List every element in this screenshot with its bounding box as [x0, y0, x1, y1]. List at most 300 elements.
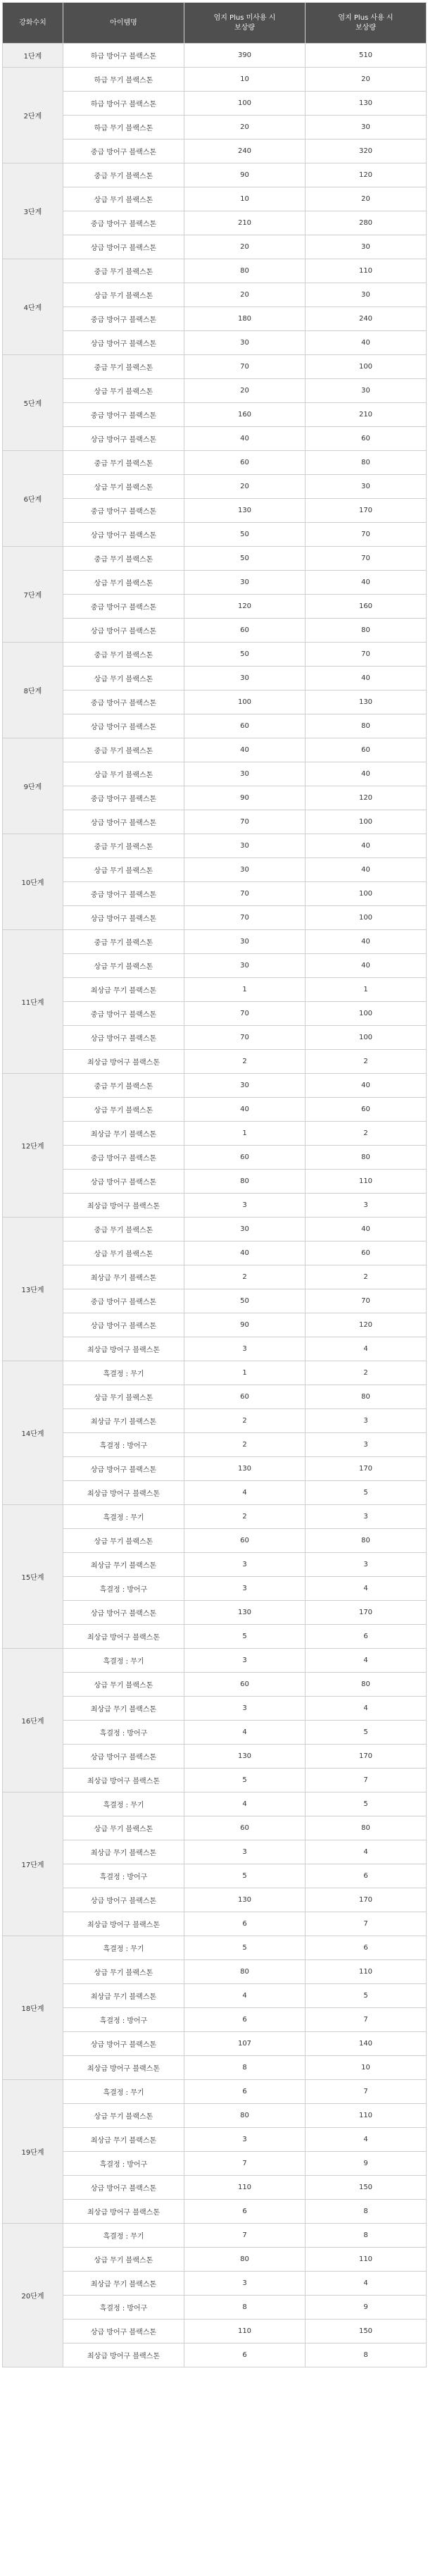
header-item-name: 아이템명 — [63, 3, 184, 44]
stage-cell: 15단계 — [3, 1505, 63, 1649]
reward-without-plus-cell: 390 — [184, 44, 306, 68]
item-name-cell: 최상급 무기 블랙스톤 — [63, 1984, 184, 2008]
reward-without-plus-cell: 1 — [184, 1122, 306, 1146]
item-name-cell: 상급 방어구 블랙스톤 — [63, 2032, 184, 2056]
item-name-cell: 상급 무기 블랙스톤 — [63, 954, 184, 978]
reward-without-plus-cell: 110 — [184, 2320, 306, 2343]
reward-with-plus-cell: 100 — [306, 1026, 427, 1050]
table-row — [3, 451, 427, 475]
reward-with-plus-cell: 80 — [306, 1673, 427, 1697]
table-row — [3, 68, 427, 92]
reward-with-plus-cell: 30 — [306, 475, 427, 499]
reward-with-plus-cell: 130 — [306, 691, 427, 714]
reward-without-plus-cell: 50 — [184, 643, 306, 667]
item-name-cell: 중급 방어구 블랙스톤 — [63, 403, 184, 427]
reward-with-plus-cell: 280 — [306, 211, 427, 235]
reward-with-plus-cell: 3 — [306, 1505, 427, 1529]
table-row — [3, 1170, 427, 1194]
item-name-cell: 상급 방어구 블랙스톤 — [63, 1026, 184, 1050]
item-name-cell: 상급 무기 블랙스톤 — [63, 1098, 184, 1122]
item-name-cell: 상급 무기 블랙스톤 — [63, 571, 184, 595]
reward-without-plus-cell: 20 — [184, 475, 306, 499]
stage-cell: 8단계 — [3, 643, 63, 738]
reward-without-plus-cell: 6 — [184, 2343, 306, 2367]
item-name-cell: 상급 무기 블랙스톤 — [63, 1529, 184, 1553]
item-name-cell: 상급 방어구 블랙스톤 — [63, 523, 184, 547]
reward-with-plus-cell: 170 — [306, 1601, 427, 1625]
reward-with-plus-cell: 20 — [306, 68, 427, 92]
header-stage: 강화수치 — [3, 3, 63, 44]
item-name-cell: 흑결정 : 무기 — [63, 1505, 184, 1529]
item-name-cell: 상급 방어구 블랙스톤 — [63, 1745, 184, 1769]
reward-with-plus-cell: 4 — [306, 1337, 427, 1361]
reward-without-plus-cell: 100 — [184, 691, 306, 714]
item-name-cell: 상급 무기 블랙스톤 — [63, 1385, 184, 1409]
reward-with-plus-cell: 40 — [306, 930, 427, 954]
reward-without-plus-cell: 20 — [184, 235, 306, 259]
reward-without-plus-cell: 60 — [184, 1385, 306, 1409]
table-row — [3, 1912, 427, 1936]
table-row — [3, 2343, 427, 2367]
item-name-cell: 중급 무기 블랙스톤 — [63, 643, 184, 667]
reward-without-plus-cell: 30 — [184, 954, 306, 978]
reward-with-plus-cell: 70 — [306, 547, 427, 571]
item-name-cell: 상급 방어구 블랙스톤 — [63, 714, 184, 738]
table-row — [3, 523, 427, 547]
stage-cell: 9단계 — [3, 738, 63, 834]
item-name-cell: 상급 무기 블랙스톤 — [63, 762, 184, 786]
item-name-cell: 최상급 방어구 블랙스톤 — [63, 1769, 184, 1792]
reward-without-plus-cell: 60 — [184, 1146, 306, 1170]
reward-without-plus-cell: 20 — [184, 379, 306, 403]
header-row — [3, 3, 427, 44]
reward-without-plus-cell: 10 — [184, 187, 306, 211]
reward-with-plus-cell: 5 — [306, 1984, 427, 2008]
item-name-cell: 상급 방어구 블랙스톤 — [63, 619, 184, 643]
reward-with-plus-cell: 5 — [306, 1481, 427, 1505]
table-row — [3, 427, 427, 451]
table-row — [3, 930, 427, 954]
reward-with-plus-cell: 40 — [306, 1218, 427, 1241]
header-without-plus: 엄지 Plus 미사용 시 보상량 — [184, 3, 306, 44]
table-row — [3, 858, 427, 882]
reward-with-plus-cell: 80 — [306, 714, 427, 738]
reward-with-plus-cell: 5 — [306, 1792, 427, 1816]
item-name-cell: 상급 방어구 블랙스톤 — [63, 331, 184, 355]
table-row — [3, 1265, 427, 1289]
reward-with-plus-cell: 60 — [306, 738, 427, 762]
table-row — [3, 163, 427, 187]
item-name-cell: 최상급 방어구 블랙스톤 — [63, 1481, 184, 1505]
reward-with-plus-cell: 70 — [306, 1289, 427, 1313]
item-name-cell: 상급 무기 블랙스톤 — [63, 187, 184, 211]
reward-without-plus-cell: 2 — [184, 1433, 306, 1457]
item-name-cell: 최상급 방어구 블랙스톤 — [63, 2343, 184, 2367]
reward-without-plus-cell: 2 — [184, 1409, 306, 1433]
table-row — [3, 882, 427, 906]
table-row — [3, 2152, 427, 2176]
reward-without-plus-cell: 130 — [184, 1888, 306, 1912]
item-name-cell: 최상급 무기 블랙스톤 — [63, 1697, 184, 1721]
table-row — [3, 1816, 427, 1840]
reward-without-plus-cell: 10 — [184, 68, 306, 92]
reward-with-plus-cell: 150 — [306, 2320, 427, 2343]
item-name-cell: 최상급 방어구 블랙스톤 — [63, 1194, 184, 1218]
item-name-cell: 흑결정 : 방어구 — [63, 2008, 184, 2032]
reward-without-plus-cell: 100 — [184, 92, 306, 116]
reward-with-plus-cell: 9 — [306, 2296, 427, 2320]
item-name-cell: 중급 무기 블랙스톤 — [63, 1074, 184, 1098]
item-name-cell: 상급 방어구 블랙스톤 — [63, 1601, 184, 1625]
item-name-cell: 상급 방어구 블랙스톤 — [63, 2176, 184, 2200]
item-name-cell: 최상급 무기 블랙스톤 — [63, 2128, 184, 2152]
reward-with-plus-cell: 170 — [306, 499, 427, 523]
reward-table-container — [2, 2, 426, 2367]
reward-without-plus-cell: 6 — [184, 2008, 306, 2032]
table-row — [3, 475, 427, 499]
reward-without-plus-cell: 3 — [184, 1337, 306, 1361]
table-row — [3, 2080, 427, 2104]
reward-without-plus-cell: 130 — [184, 499, 306, 523]
table-row — [3, 331, 427, 355]
table-row — [3, 1769, 427, 1792]
reward-with-plus-cell: 160 — [306, 595, 427, 619]
table-row — [3, 1050, 427, 1074]
reward-without-plus-cell: 210 — [184, 211, 306, 235]
reward-without-plus-cell: 5 — [184, 1936, 306, 1960]
table-row — [3, 1313, 427, 1337]
reward-with-plus-cell: 30 — [306, 379, 427, 403]
reward-without-plus-cell: 2 — [184, 1265, 306, 1289]
table-row — [3, 2008, 427, 2032]
reward-with-plus-cell: 100 — [306, 355, 427, 379]
item-name-cell: 최상급 방어구 블랙스톤 — [63, 2056, 184, 2080]
stage-cell: 12단계 — [3, 1074, 63, 1218]
table-row — [3, 1601, 427, 1625]
reward-with-plus-cell: 7 — [306, 2008, 427, 2032]
reward-with-plus-cell: 210 — [306, 403, 427, 427]
reward-with-plus-cell: 4 — [306, 1840, 427, 1864]
table-row — [3, 2032, 427, 2056]
reward-without-plus-cell: 40 — [184, 738, 306, 762]
reward-with-plus-cell: 150 — [306, 2176, 427, 2200]
reward-with-plus-cell: 40 — [306, 331, 427, 355]
table-row — [3, 786, 427, 810]
table-row — [3, 1960, 427, 1984]
reward-with-plus-cell: 80 — [306, 1816, 427, 1840]
reward-with-plus-cell: 6 — [306, 1864, 427, 1888]
reward-with-plus-cell: 20 — [306, 187, 427, 211]
table-row — [3, 1122, 427, 1146]
reward-without-plus-cell: 4 — [184, 1792, 306, 1816]
reward-with-plus-cell: 60 — [306, 427, 427, 451]
reward-without-plus-cell: 8 — [184, 2056, 306, 2080]
item-name-cell: 상급 무기 블랙스톤 — [63, 283, 184, 307]
table-row — [3, 762, 427, 786]
item-name-cell: 흑결정 : 무기 — [63, 1649, 184, 1673]
reward-with-plus-cell: 4 — [306, 1697, 427, 1721]
item-name-cell: 최상급 무기 블랙스톤 — [63, 1122, 184, 1146]
table-row — [3, 1361, 427, 1385]
reward-with-plus-cell: 120 — [306, 163, 427, 187]
reward-with-plus-cell: 80 — [306, 619, 427, 643]
header-with-plus: 엄지 Plus 사용 시 보상량 — [306, 3, 427, 44]
item-name-cell: 하급 방어구 블랙스톤 — [63, 44, 184, 68]
table-row — [3, 906, 427, 930]
reward-without-plus-cell: 70 — [184, 810, 306, 834]
stage-cell: 5단계 — [3, 355, 63, 451]
reward-without-plus-cell: 90 — [184, 1313, 306, 1337]
table-row — [3, 1481, 427, 1505]
stage-cell: 6단계 — [3, 451, 63, 547]
item-name-cell: 최상급 방어구 블랙스톤 — [63, 1625, 184, 1649]
reward-with-plus-cell: 110 — [306, 2104, 427, 2128]
reward-with-plus-cell: 60 — [306, 1241, 427, 1265]
table-row — [3, 595, 427, 619]
reward-with-plus-cell: 60 — [306, 1098, 427, 1122]
reward-with-plus-cell: 7 — [306, 1769, 427, 1792]
reward-without-plus-cell: 1 — [184, 1361, 306, 1385]
reward-without-plus-cell: 30 — [184, 331, 306, 355]
item-name-cell: 중급 무기 블랙스톤 — [63, 738, 184, 762]
item-name-cell: 중급 방어구 블랙스톤 — [63, 1289, 184, 1313]
reward-without-plus-cell: 50 — [184, 523, 306, 547]
table-row — [3, 1673, 427, 1697]
table-row — [3, 1529, 427, 1553]
reward-with-plus-cell: 110 — [306, 1960, 427, 1984]
reward-without-plus-cell: 30 — [184, 667, 306, 691]
item-name-cell: 중급 방어구 블랙스톤 — [63, 595, 184, 619]
reward-with-plus-cell: 2 — [306, 1265, 427, 1289]
table-row — [3, 1289, 427, 1313]
reward-with-plus-cell: 110 — [306, 2248, 427, 2272]
table-row — [3, 2248, 427, 2272]
reward-without-plus-cell: 30 — [184, 930, 306, 954]
table-row — [3, 1218, 427, 1241]
reward-without-plus-cell: 30 — [184, 762, 306, 786]
table-row — [3, 2104, 427, 2128]
table-row — [3, 259, 427, 283]
reward-without-plus-cell: 7 — [184, 2224, 306, 2248]
reward-without-plus-cell: 110 — [184, 2176, 306, 2200]
reward-without-plus-cell: 2 — [184, 1505, 306, 1529]
reward-with-plus-cell: 170 — [306, 1745, 427, 1769]
item-name-cell: 흑결정 : 방어구 — [63, 1864, 184, 1888]
enhancement-reward-table — [2, 2, 427, 2367]
item-name-cell: 상급 무기 블랙스톤 — [63, 2248, 184, 2272]
reward-without-plus-cell: 3 — [184, 2272, 306, 2296]
reward-without-plus-cell: 5 — [184, 1625, 306, 1649]
table-row — [3, 691, 427, 714]
reward-with-plus-cell: 100 — [306, 810, 427, 834]
stage-cell: 4단계 — [3, 259, 63, 355]
item-name-cell: 최상급 무기 블랙스톤 — [63, 1265, 184, 1289]
reward-without-plus-cell: 40 — [184, 1241, 306, 1265]
table-row — [3, 2296, 427, 2320]
item-name-cell: 최상급 방어구 블랙스톤 — [63, 2200, 184, 2224]
reward-without-plus-cell: 90 — [184, 163, 306, 187]
stage-cell: 1단계 — [3, 44, 63, 68]
reward-without-plus-cell: 130 — [184, 1745, 306, 1769]
reward-without-plus-cell: 107 — [184, 2032, 306, 2056]
item-name-cell: 상급 방어구 블랙스톤 — [63, 810, 184, 834]
item-name-cell: 흑결정 : 방어구 — [63, 2296, 184, 2320]
table-row — [3, 954, 427, 978]
item-name-cell: 최상급 무기 블랙스톤 — [63, 1553, 184, 1577]
table-row — [3, 1194, 427, 1218]
reward-with-plus-cell: 30 — [306, 116, 427, 140]
table-row — [3, 355, 427, 379]
table-row — [3, 499, 427, 523]
table-row — [3, 1864, 427, 1888]
reward-without-plus-cell: 30 — [184, 858, 306, 882]
item-name-cell: 최상급 방어구 블랙스톤 — [63, 1050, 184, 1074]
reward-without-plus-cell: 80 — [184, 1170, 306, 1194]
reward-without-plus-cell: 70 — [184, 906, 306, 930]
reward-without-plus-cell: 60 — [184, 1816, 306, 1840]
reward-without-plus-cell: 6 — [184, 1912, 306, 1936]
item-name-cell: 흑결정 : 무기 — [63, 1936, 184, 1960]
reward-without-plus-cell: 30 — [184, 1074, 306, 1098]
table-row — [3, 2200, 427, 2224]
reward-with-plus-cell: 4 — [306, 1649, 427, 1673]
table-row — [3, 738, 427, 762]
item-name-cell: 상급 무기 블랙스톤 — [63, 475, 184, 499]
reward-with-plus-cell: 2 — [306, 1361, 427, 1385]
table-row — [3, 1984, 427, 2008]
item-name-cell: 중급 방어구 블랙스톤 — [63, 499, 184, 523]
table-row — [3, 1457, 427, 1481]
item-name-cell: 중급 방어구 블랙스톤 — [63, 307, 184, 331]
reward-with-plus-cell: 40 — [306, 954, 427, 978]
reward-with-plus-cell: 7 — [306, 2080, 427, 2104]
item-name-cell: 중급 방어구 블랙스톤 — [63, 1146, 184, 1170]
reward-without-plus-cell: 3 — [184, 1194, 306, 1218]
table-row — [3, 403, 427, 427]
item-name-cell: 상급 무기 블랙스톤 — [63, 2104, 184, 2128]
item-name-cell: 상급 방어구 블랙스톤 — [63, 427, 184, 451]
reward-without-plus-cell: 6 — [184, 2200, 306, 2224]
reward-without-plus-cell: 80 — [184, 2104, 306, 2128]
item-name-cell: 흑결정 : 무기 — [63, 2080, 184, 2104]
table-row — [3, 834, 427, 858]
reward-with-plus-cell: 9 — [306, 2152, 427, 2176]
reward-without-plus-cell: 3 — [184, 2128, 306, 2152]
item-name-cell: 중급 무기 블랙스톤 — [63, 451, 184, 475]
table-row — [3, 140, 427, 163]
item-name-cell: 최상급 방어구 블랙스톤 — [63, 1912, 184, 1936]
reward-with-plus-cell: 40 — [306, 571, 427, 595]
reward-with-plus-cell: 30 — [306, 235, 427, 259]
reward-with-plus-cell: 100 — [306, 1002, 427, 1026]
table-row — [3, 810, 427, 834]
item-name-cell: 상급 방어구 블랙스톤 — [63, 1457, 184, 1481]
reward-with-plus-cell: 140 — [306, 2032, 427, 2056]
item-name-cell: 최상급 무기 블랙스톤 — [63, 978, 184, 1002]
reward-without-plus-cell: 4 — [184, 1481, 306, 1505]
table-row — [3, 1241, 427, 1265]
item-name-cell: 흑결정 : 방어구 — [63, 1433, 184, 1457]
item-name-cell: 상급 방어구 블랙스톤 — [63, 1888, 184, 1912]
reward-with-plus-cell: 80 — [306, 1385, 427, 1409]
item-name-cell: 중급 무기 블랙스톤 — [63, 1218, 184, 1241]
reward-without-plus-cell: 5 — [184, 1864, 306, 1888]
reward-with-plus-cell: 70 — [306, 643, 427, 667]
reward-with-plus-cell: 40 — [306, 834, 427, 858]
stage-cell: 18단계 — [3, 1936, 63, 2080]
reward-without-plus-cell: 80 — [184, 2248, 306, 2272]
item-name-cell: 상급 무기 블랙스톤 — [63, 1816, 184, 1840]
stage-cell: 10단계 — [3, 834, 63, 930]
table-row — [3, 283, 427, 307]
item-name-cell: 상급 무기 블랙스톤 — [63, 379, 184, 403]
reward-with-plus-cell: 3 — [306, 1553, 427, 1577]
reward-with-plus-cell: 3 — [306, 1409, 427, 1433]
table-row — [3, 1792, 427, 1816]
table-row — [3, 44, 427, 68]
table-row — [3, 1026, 427, 1050]
table-row — [3, 1840, 427, 1864]
reward-without-plus-cell: 40 — [184, 1098, 306, 1122]
reward-without-plus-cell: 20 — [184, 116, 306, 140]
stage-cell: 16단계 — [3, 1649, 63, 1792]
table-row — [3, 307, 427, 331]
reward-with-plus-cell: 5 — [306, 1721, 427, 1745]
reward-without-plus-cell: 1 — [184, 978, 306, 1002]
reward-with-plus-cell: 10 — [306, 2056, 427, 2080]
reward-with-plus-cell: 1 — [306, 978, 427, 1002]
reward-without-plus-cell: 60 — [184, 1673, 306, 1697]
reward-with-plus-cell: 110 — [306, 259, 427, 283]
reward-without-plus-cell: 50 — [184, 547, 306, 571]
reward-without-plus-cell: 6 — [184, 2080, 306, 2104]
reward-with-plus-cell: 2 — [306, 1050, 427, 1074]
table-row — [3, 547, 427, 571]
table-row — [3, 235, 427, 259]
reward-without-plus-cell: 70 — [184, 355, 306, 379]
reward-without-plus-cell: 180 — [184, 307, 306, 331]
item-name-cell: 중급 방어구 블랙스톤 — [63, 140, 184, 163]
table-row — [3, 211, 427, 235]
item-name-cell: 하급 방어구 블랙스톤 — [63, 92, 184, 116]
item-name-cell: 중급 방어구 블랙스톤 — [63, 691, 184, 714]
reward-with-plus-cell: 8 — [306, 2224, 427, 2248]
reward-with-plus-cell: 510 — [306, 44, 427, 68]
item-name-cell: 상급 방어구 블랙스톤 — [63, 1170, 184, 1194]
item-name-cell: 상급 무기 블랙스톤 — [63, 1673, 184, 1697]
item-name-cell: 최상급 방어구 블랙스톤 — [63, 1337, 184, 1361]
reward-with-plus-cell: 8 — [306, 2200, 427, 2224]
reward-with-plus-cell: 70 — [306, 523, 427, 547]
table-row — [3, 978, 427, 1002]
reward-without-plus-cell: 3 — [184, 1840, 306, 1864]
table-row — [3, 1745, 427, 1769]
stage-cell: 20단계 — [3, 2224, 63, 2367]
item-name-cell: 중급 방어구 블랙스톤 — [63, 882, 184, 906]
reward-without-plus-cell: 40 — [184, 427, 306, 451]
item-name-cell: 최상급 무기 블랙스톤 — [63, 2272, 184, 2296]
stage-cell: 7단계 — [3, 547, 63, 643]
stage-cell: 14단계 — [3, 1361, 63, 1505]
table-row — [3, 1553, 427, 1577]
item-name-cell: 중급 무기 블랙스톤 — [63, 355, 184, 379]
stage-cell: 11단계 — [3, 930, 63, 1074]
reward-without-plus-cell: 30 — [184, 1218, 306, 1241]
table-row — [3, 1098, 427, 1122]
reward-with-plus-cell: 4 — [306, 2128, 427, 2152]
reward-without-plus-cell: 60 — [184, 451, 306, 475]
reward-without-plus-cell: 8 — [184, 2296, 306, 2320]
